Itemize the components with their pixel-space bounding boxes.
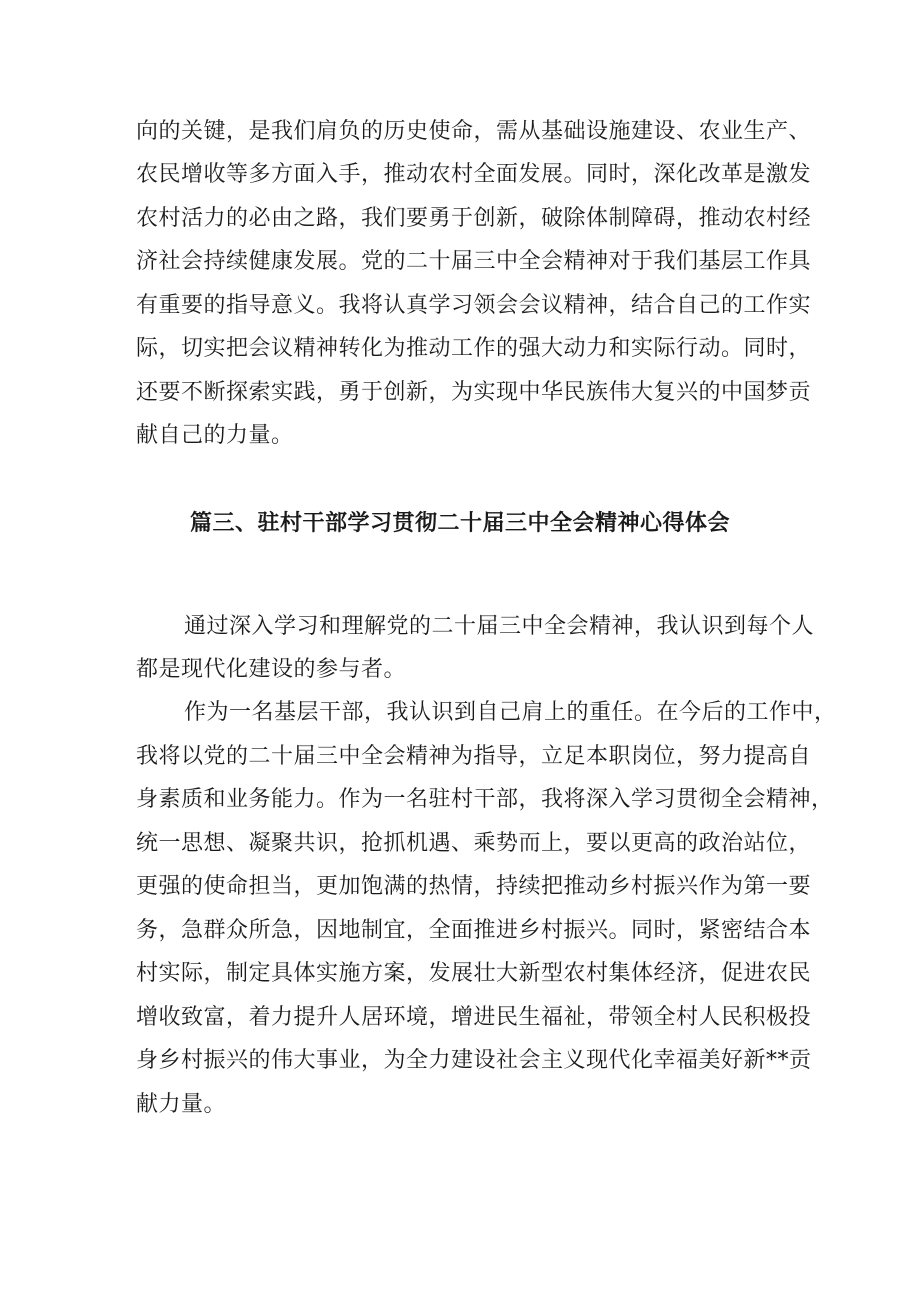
text-line: 还要不断探索实践，勇于创新，为实现中华民族伟大复兴的中国梦贡 [136,380,812,405]
text-line: 向的关键，是我们肩负的历史使命，需从基础设施建设、农业生产、 [136,119,812,144]
text-line: 都是现代化建设的参与者。 [136,657,407,682]
text-line: 身乡村振兴的伟大事业，为全力建设社会主义现代化幸福美好新**贡 [136,1048,812,1073]
text-line: 通过深入学习和理解党的二十届三中全会精神，我认识到每个人 [184,614,815,639]
text-line: 济社会持续健康发展。党的二十届三中全会精神对于我们基层工作具 [136,249,812,274]
section-heading: 篇三、驻村干部学习贯彻二十届三中全会精神心得体会 [189,510,730,536]
text-line: 农村活力的必由之路，我们要勇于创新，破除体制障碍，推动农村经 [136,206,812,231]
text-line: 际，切实把会议精神转化为推动工作的强大动力和实际行动。同时， [136,336,812,361]
text-line: 身素质和业务能力。作为一名驻村干部，我将深入学习贯彻全会精神， [136,787,834,812]
text-line: 农民增收等多方面入手，推动农村全面发展。同时，深化改革是激发 [136,162,812,187]
text-line: 统一思想、凝聚共识，抢抓机遇、乘势而上，要以更高的政治站位， [136,831,812,856]
text-line: 献自己的力量。 [136,423,294,448]
text-line: 献力量。 [136,1092,227,1117]
text-line: 作为一名基层干部，我认识到自己肩上的重任。在今后的工作中， [184,700,837,725]
text-line: 有重要的指导意义。我将认真学习领会会议精神，结合自己的工作实 [136,293,812,318]
text-line: 更强的使命担当，更加饱满的热情，持续把推动乡村振兴作为第一要 [136,874,812,899]
text-line: 增收致富，着力提升人居环境，增进民生福祉，带领全村人民积极投 [136,1005,812,1030]
text-line: 务，急群众所急，因地制宜，全面推进乡村振兴。同时，紧密结合本 [136,918,812,943]
text-line: 村实际，制定具体实施方案，发展壮大新型农村集体经济，促进农民 [136,961,812,986]
text-line: 我将以党的二十届三中全会精神为指导，立足本职岗位，努力提高自 [136,744,812,769]
